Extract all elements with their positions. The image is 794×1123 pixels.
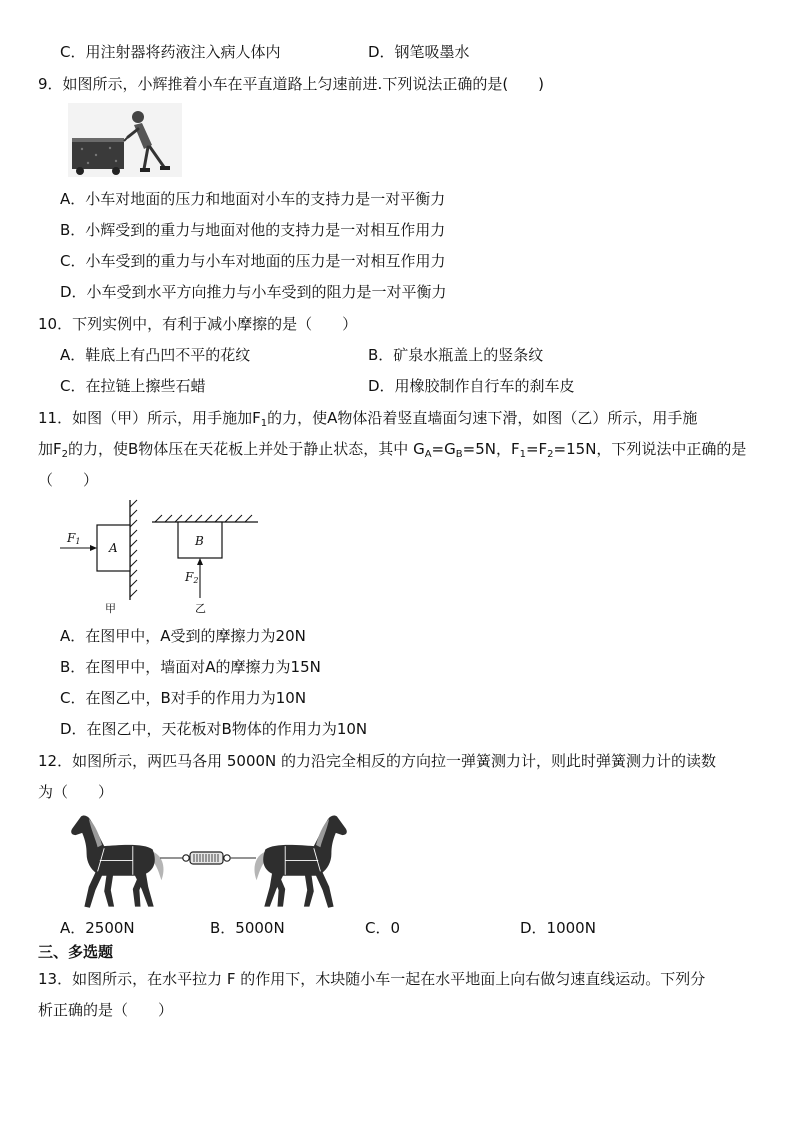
cart-wheel-back [112,167,120,175]
q11-stem-line2 [38,439,746,459]
q9-option-a: A．小车对地面的压力和地面对小车的支持力是一对平衡力 [60,190,446,208]
cart-texture [81,148,83,150]
subscript: B [455,449,463,460]
q8-option-d: D．钢笔吸墨水 [368,43,470,61]
block-a-label: A [109,541,118,555]
q9-option-c: C．小车受到的重力与小车对地面的压力是一对相互作用力 [60,252,446,270]
spring-scale-right-ring [224,855,230,861]
subscript: 1 [519,449,526,460]
q12-option-a: A．2500N [60,919,135,937]
text-segment: =G [431,440,456,458]
q10-stem: 10．下列实例中，有利于减小摩擦的是（ ） [38,315,358,333]
boy-head [132,111,144,123]
cart-texture [87,162,89,164]
force-f1-arrowhead [90,545,97,551]
cart-texture [115,160,117,162]
block-b-label: B [195,534,204,548]
q11-option-b: B．在图甲中，墙面对A的摩擦力为15N [60,658,321,676]
force-f2-arrowhead [197,558,203,565]
force-f1-subscript: 1 [75,537,81,546]
subscript: 2 [61,449,69,460]
q11-option-a: A．在图甲中，A受到的摩擦力为20N [60,627,306,645]
cart-top-edge [72,138,124,142]
boy-shoe-front [140,168,150,172]
section-title-multiple-choice: 三、多选题 [38,943,114,961]
force-f2-subscript: 2 [193,576,199,585]
text-segment: 的力，使A物体沿着竖直墙面匀速下滑，如图（乙）所示，用手施 [267,409,698,427]
q12-stem-line1: 12．如图所示，两匹马各用 5000N 的力沿完全相反的方向拉一弹簧测力计，则此时弹簧测力计的读数 [38,752,717,770]
text-segment: =5N，F [462,440,520,458]
q9-option-b: B．小辉受到的重力与地面对他的支持力是一对相互作用力 [60,221,446,239]
q10-option-c: C．在拉链上擦些石蜡 [60,377,206,395]
q12-option-c: C．0 [365,919,401,937]
right-horse-body [263,816,347,908]
q13-stem-line1: 13．如图所示，在水平拉力 F 的作用下，木块随小车一起在水平地面上向右做匀速直线运动。下列分 [38,970,706,988]
subscript: 2 [547,449,554,460]
q11-figure [55,495,270,620]
figure-jia-label: 甲 [105,602,116,615]
q11-option-d: D．在图乙中，天花板对B物体的作用力为10N [60,720,368,738]
q12-option-b: B．5000N [210,919,285,937]
cart-wheel-front [76,167,84,175]
text-segment: 11．如图（甲）所示，用手施加F [38,409,261,427]
right-horse [254,816,346,908]
q12-figure-horses-spring-scale [60,810,360,910]
force-f1-letter: F [67,531,76,545]
q12-option-d: D．1000N [520,919,596,937]
force-f2-label [184,570,198,585]
q11-option-c: C．在图乙中，B对手的作用力为10N [60,689,307,707]
text-segment: 加F [38,440,62,458]
left-horse [71,816,163,908]
spring-scale-left-ring [183,855,189,861]
wall-hatching [130,500,137,597]
text-segment: =15N，下列说法中正确的是 [553,440,747,458]
text-segment: =F [525,440,548,458]
q9-figure-boy-pushing-cart [68,103,182,177]
subscript: A [424,449,432,460]
q13-stem-line2: 析正确的是（ ） [38,1001,174,1019]
cart-texture [95,154,97,156]
q11-stem-line1 [38,408,697,428]
q12-stem-line2: 为（ ） [38,783,114,801]
force-f2-letter: F [185,570,194,584]
force-f1-label [66,531,80,546]
q9-option-d: D．小车受到水平方向推力与小车受到的阻力是一对平衡力 [60,283,447,301]
ceiling-hatching [155,515,252,522]
q8-option-c: C．用注射器将药液注入病人体内 [60,43,281,61]
q10-option-d: D．用橡胶制作自行车的刹车皮 [368,377,575,395]
subscript: 1 [260,418,268,429]
cart-body [72,140,124,169]
q11-stem-line3: （ ） [38,471,99,489]
left-horse-body [71,816,155,908]
boy-shoe-back [160,166,170,170]
q10-option-a: A．鞋底上有凸凹不平的花纹 [60,346,251,364]
text-segment: 的力，使B物体压在天花板上并处于静止状态，其中 G [68,440,425,458]
cart-texture [109,147,111,149]
q10-option-b: B．矿泉水瓶盖上的竖条纹 [368,346,544,364]
figure-yi-label: 乙 [195,602,206,615]
q9-stem: 9．如图所示，小辉推着小车在平直道路上匀速前进.下列说法正确的是( ) [38,75,545,93]
